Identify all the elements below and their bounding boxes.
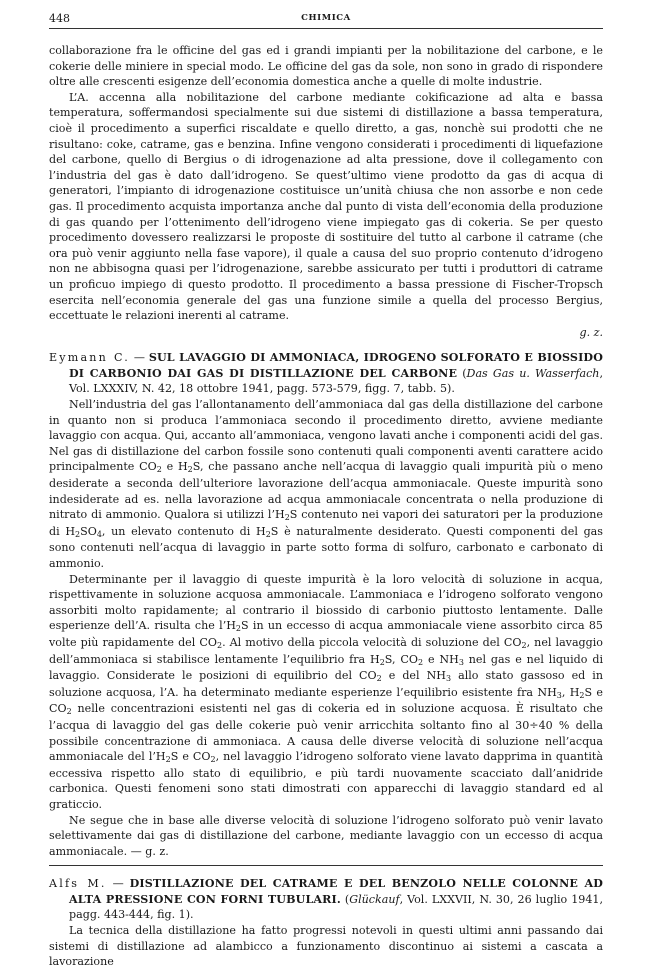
article-eymann <box>49 350 603 859</box>
article-alfs <box>49 876 603 970</box>
article-source: Das Gas u. Wasserfach <box>466 366 600 380</box>
page-body <box>49 43 603 970</box>
article-heading: Alfs M. — DISTILLAZIONE DEL CATRAME E DEL BENZOLO NELLE COLONNE AD ALTA PRESSIONE CON FORNI TUBULARI. (Glückauf, Vol. LXXVII, N. 30, 26 luglio 1941, pagg. 443-444, fig. 1). <box>49 877 604 922</box>
article-author: Eymann C. <box>49 351 131 365</box>
running-title: CHIMICA <box>301 13 351 23</box>
article-paragraph-3: Ne segue che in base alle diverse velocità di soluzione l’idrogeno solforato può venir lavato selettivamente dai gas di distillazione del carbone, mediante lavaggio con un eccesso di acqua ammoniacale. — g. z. <box>49 813 603 858</box>
article-citation: , Vol. LXXVII, N. 30, 26 luglio 1941, pagg. 443-444, fig. 1). <box>69 892 603 922</box>
intro-signature: g. z. <box>579 325 603 339</box>
section-divider <box>49 865 603 866</box>
intro-paragraph-2: L’A. accenna alla nobilitazione del carbone mediante cokificazione ad alta e bassa temperatura, soffermandosi specialmente sui due sistemi di distillazione a bassa temperatura, cioè il procedimento a superfici riscaldate e quello diretto, a gas, nonchè sui prodotti che ne risultano: coke, catrame, gas e benzina. Infine vengono considerati i procedimenti di liquefazione del carbone, quello di Bergius o di idrogenazione ad alta pressione, dove il collegamento con l’industria del gas è dato dall’idrogeno. Se quest’ultimo viene prodotto da gas di acqua di generatori, l’impianto di idrogenazione costituisce un’unità chiusa che non assorbe e non cede gas. Il procedimento acquista importanza anche dal punto di vista dell’economia della produzione di gas quando per l’ottenimento dell’idrogeno viene impiegato gas di cokeria. Se per questo procedimento dovessero realizzarsi le proposte di sostituire del tutto al carbone il catrame (che ora può venir aggiunto nella fase vapore), il quale a causa del suo proprio contenuto d’idrogeno non ne abbisogna quasi per l’idrogenazione, sarebbe assicurato per tutti i produttori di catrame un proficuo impiego di questo prodotto. Il procedimento a bassa pressione di Fischer-Tropsch esercita nell’economia generale del gas una funzione simile a quella del processo Bergius, eccettuate le relazioni inerenti al catrame. <box>49 90 603 323</box>
dash: — <box>106 877 130 891</box>
article-paragraph-1: La tecnica della distillazione ha fatto progressi notevoli in questi ultimi anni passando dai sistemi di distillazione ad alambicco a funzionamento discontinuo ai sistemi a cascata a lavorazione <box>49 924 603 969</box>
article-citation: , Vol. LXXXIV, N. 42, 18 ottobre 1941, pagg. 573-579, figg. 7, tabb. 5). <box>69 366 603 396</box>
page-header <box>49 10 603 29</box>
article-title: DISTILLAZIONE DEL CATRAME E DEL BENZOLO NELLE COLONNE AD ALTA PRESSIONE CON FORNI TUBULARI. <box>69 877 604 906</box>
article-paragraph-1: Nell’industria del gas l’allontanamento dell’ammoniaca dal gas della distillazione del carbone in quanto non si produca l’ammoniaca secondo il procedimento diretto, avviene mediante lavaggio con acqua. Qui, accanto all’ammoniaca, vengono lavati anche i componenti acidi del gas. Nel gas di distillazione del carbon fossile sono contenuti quali componenti aventi carattere acido principalmente $CO_2$ e $H_2S$, che passano anche nell’acqua di lavaggio quali impurità più o meno desiderate a seconda dell’ulteriore lavorazione dell’acqua ammoniacale. Queste impurità sono indesiderate ad es. nella lavorazione ad acqua ammoniacale concentrata o nella produzione di nitrato di ammonio. Qualora si utilizzi $l’H_2S$ contenuto nei vapori dei saturatori per la produzione di $H_2SO_4$, un elevato contenuto di $H_2S$ è naturalmente desiderato. Questi componenti del gas sono contenuti nell’acqua di lavaggio in parte sotto forma di solfuro, carbonato e carbonato di ammonio. <box>49 398 603 570</box>
article-paragraph-2: Determinante per il lavaggio di queste impurità è la loro velocità di soluzione in acqua, rispettivamente in soluzione acquosa ammoniacale. L’ammoniaca e l’idrogeno solforato vengono assorbiti molto rapidamente; al contrario il biossido di carbonio piuttosto lentamente. Dalle esperienze dell’A. risulta che $l’H_2S$ in un eccesso di acqua ammoniacale viene assorbito circa 85 volte più rapidamente del $CO_2$. Al motivo della piccola velocità di soluzione del $CO_2$, nel lavaggio dell’ammoniaca si stabilisce lentamente l’equilibrio fra $H_2S$, $CO_2$ e $NH_3$ nel gas e nel liquido di lavaggio. Considerate le posizioni di equilibrio del $CO_2$ e del $NH_3$ allo stato gassoso ed in soluzione acquosa, l’A. ha determinato mediante esperienze l’equilibrio esistente fra $NH_3$, $H_2S$ e $CO_2$ nelle concentrazioni esistenti nel gas di cokeria ed in soluzione acquosa. È risultato che l’acqua di lavaggio del gas delle cokerie può venir arricchita soltanto fino al 30÷40 % della possibile concentrazione di ammoniaca. A causa delle diverse velocità di soluzione nell’acqua ammoniacale del $l’H_2S$ e $CO_2$, nel lavaggio l’idrogeno solforato viene lavato dapprima in quantità eccessiva rispetto allo stato di equilibrio, e più tardi nuovamente scacciato dall’anidride carbonica. Questi fenomeni sono stati dimostrati con apparecchi di lavaggio standard ed al graticcio. <box>49 572 603 811</box>
article-title: SUL LAVAGGIO DI AMMONIACA, IDROGENO SOLFORATO E BIOSSIDO DI CARBONIO DAI GAS DI DISTILLAZIONE DEL CARBONE <box>69 351 604 380</box>
article-source: Glückauf <box>349 892 400 906</box>
article-author: Alfs M. <box>49 877 107 891</box>
dash: — <box>130 351 149 365</box>
intro-paragraph-1: collaborazione fra le officine del gas ed i grandi impianti per la nobilitazione del carbone, e le cokerie delle miniere in special modo. Le officine del gas da sole, non sono in grado di rispondere oltre alle crescenti esigenze dell’economia domestica anche a quelle di molte industrie. <box>49 44 603 89</box>
article-heading: Eymann C. — SUL LAVAGGIO DI AMMONIACA, IDROGENO SOLFORATO E BIOSSIDO DI CARBONIO DAI GAS DI DISTILLAZIONE DEL CARBONE (Das Gas u. Wasserfach, Vol. LXXXIV, N. 42, 18 ottobre 1941, pagg. 573-579, figg. 7, tabb. 5). <box>49 351 604 396</box>
page-number: 448 <box>49 12 70 25</box>
